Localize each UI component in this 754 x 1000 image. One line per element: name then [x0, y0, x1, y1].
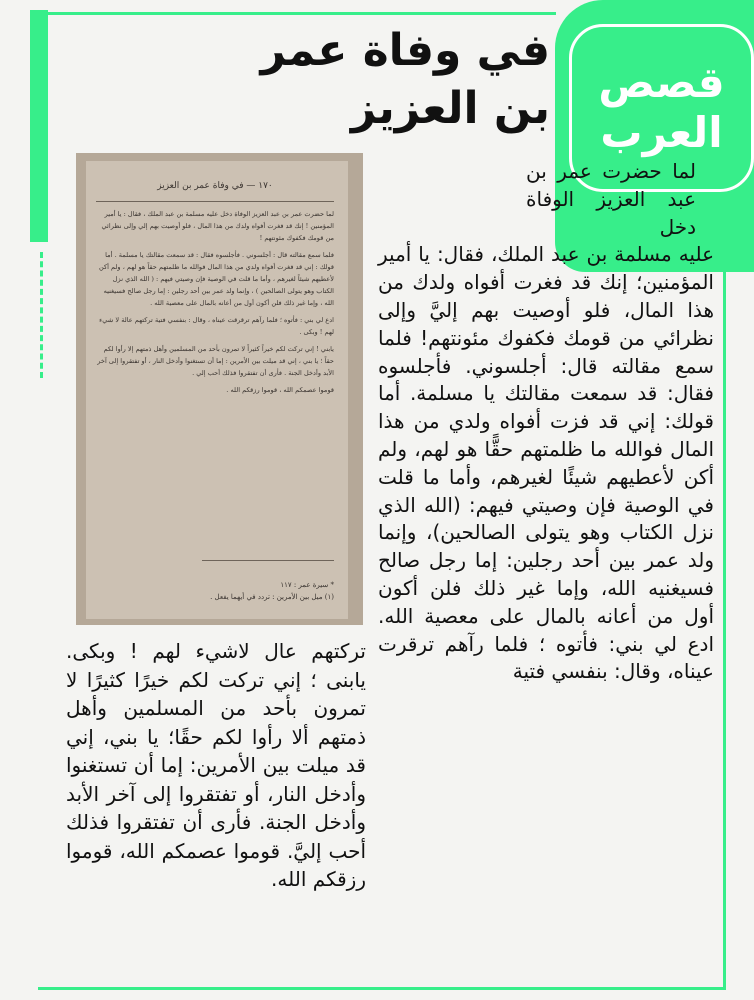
badge-line-2: العرب [600, 108, 723, 157]
scan-footnotes [210, 579, 334, 603]
scan-paragraph: يابني ! إني تركت لكم خيراً كثيراً لا تمرون بأحد من المسلمين وأهل ذمتهم إلا رأوا لكم حقاً ؛ يا بني ، إني قد ميلت بين الأمرين : إما أن تستغنوا وأدخل النار ، أو تفتقروا إلى آخر الأبد وأدخل الجنة . فأرى أن تفتقروا فذلك أحب إلي . [97, 345, 334, 377]
scan-paragraph: لما حضرت عمر بن عبد العزيز الوفاة دخل عليه مسلمة بن عبد الملك ، فقال : يا أمير المؤمنين ! إنك قد فغرت أفواه ولدك من هذا المال ، فلو أوصيت بهم إلي وإلى نظرائي من قومك فكفوك مئونتهم ! [101, 210, 334, 242]
scan-footnote-rule [202, 560, 334, 561]
scan-paragraph: ادع لي بني : فأتوه ؛ فلما رآهم ترقرقت عيناه ، وقال : بنفسي فتية تركتهم عالة لا شيء لهم ! وبكى . [99, 316, 334, 336]
green-frame-top [48, 12, 556, 15]
green-accent-bar [30, 10, 48, 242]
scan-rule [96, 201, 334, 202]
green-frame-right [723, 272, 726, 987]
body-lead-text: لما حضرت عمر بن عبد العزيز الوفاة دخل [526, 159, 696, 239]
title-line-2: بن العزيز [350, 83, 550, 134]
body-column-left [66, 637, 366, 894]
scan-footnote: (١) ميل بين الأمرين : تردد في أيهما يفعل . [210, 593, 334, 601]
article-title [210, 22, 550, 138]
green-frame-bottom [38, 987, 726, 990]
scan-paragraph: قوموا عصمكم الله ، قوموا رزقكم الله . [226, 386, 334, 394]
scanned-page-paper [86, 161, 348, 619]
scan-header: ١٧٠ — في وفاة عمر بن العزيز [157, 181, 273, 191]
title-line-1: في وفاة عمر [260, 25, 550, 76]
badge-line-1: قصص [598, 58, 725, 107]
green-dashed-line [40, 252, 43, 378]
scanned-book-page [76, 153, 363, 625]
body-column-right [378, 158, 714, 686]
scan-paragraph: فلما سمع مقالته قال : أجلسوني . فأجلسوه فقال : قد سمعت مقالتك يا مسلمة . أما قولك : إني قد فغرت أفواه ولدي من هذا المال فوالله ما ظلمتهم حقاً هو لهم ، ولم أكن لأعطيهم شيئاً لغيرهم ، وأما ما قلت في الوصية فإن وصيتي فيهم : ( الله الذي نزل الكتاب وهو يتولى الصالحين ) ، وإنما ولد عمر بين أحد رجلين : إما رجل صالح فسيغنيه الله ، وإما غير ذلك فلن أكون أول من أعانه بالمال على معصية الله . [98, 251, 334, 307]
body-text-right: عليه مسلمة بن عبد الملك، فقال: يا أمير المؤمنين؛ إنك قد فغرت أفواه ولدك من هذا المال، فلو أوصيت بهم إليَّ وإلى نظرائي من قومك فكفوك مئونتهم! فلما سمع مقالته قال: أجلسوني. فأجلسوه فقال: قد سمعت مقالتك يا مسلمة. أما قولك: إني قد فزت أفواه ولدي من هذا المال فوالله ما ظلمتهم حقًّا هو لهم، ولم أكن لأعطيهم شيئًا لغيرهم، وأما ما قلت في الوصية فإن وصيتي فيهم: (الله الذي نزل الكتاب وهو يتولى الصالحين)، وإنما ولد عمر بين أحد رجلين: إما رجل صالح فسيغنيه الله، وإما غير ذلك فلن أكون أول من أعانه بالمال على معصية الله. ادع لي بني: فأتوه ؛ فلما رآهم ترقرت عيناه، وقال: بنفسي فتية [378, 242, 714, 684]
body-text-left: تركتهم عال لاشيء لهم ! وبكى. يابنى ؛ إني تركت لكم خيرًا كثيرًا لا تمرون بأحد من المسلمين وأهل ذمتهم ألا رأوا لكم حقًا؛ يا بني، إني قد ميلت بين الأمرين: إما أن تستغنوا وأدخل النار، أو تفتقروا إلى آخر الأبد وأدخل الجنة. فأرى أن تفتقروا فذلك أحب إليَّ. قوموا عصمكم الله، قوموا رزقكم الله. [66, 639, 366, 891]
scan-footnote: * سيرة عمر : ١١٧ [280, 581, 334, 589]
